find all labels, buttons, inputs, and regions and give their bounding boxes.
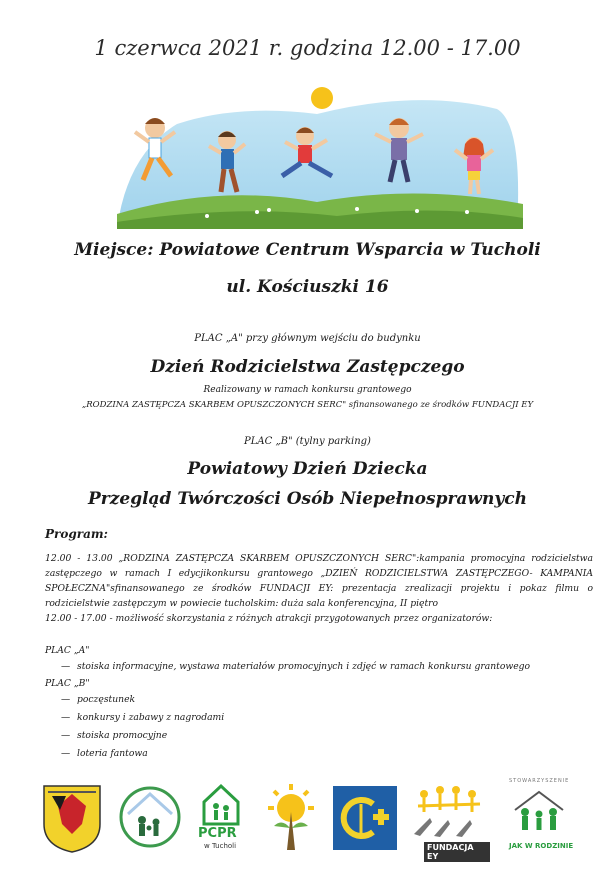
fundacja-ey-logo: [410, 782, 490, 861]
realized-note-2: „RODZINA ZASTĘPCZA SKARBEM OPUSZCZONYCH SERC" sfinansowanego ze środków FUNDACJI EY: [81, 400, 534, 410]
pcpr-logo: [196, 782, 246, 854]
list-item: — stoiska informacyjne, wystawa materiałów promocyjnych i zdjęć w ramach konkursu grantowego: [61, 661, 531, 672]
realized-note: Realizowany w ramach konkursu grantowego: [203, 385, 412, 395]
stowarzyszenie-text: STOWARZYSZENIE: [509, 778, 570, 784]
event-date: 1 czerwca 2021 r. godzina 12.00 - 17.00: [94, 36, 521, 60]
program-time-2: 12.00 - 17.00: [45, 613, 107, 624]
plac-a-label: PLAC „A": [45, 645, 90, 656]
program-desc-2: - możliwość skorzystania z różnych atrakcji przygotowanych przez organizatorów:: [109, 613, 493, 624]
pcpr-subtext: w Tucholi: [204, 842, 237, 850]
list-item: — stoiska promocyjne: [61, 730, 168, 741]
family-icon: [511, 788, 567, 836]
event-place: Miejsce: Powiatowe Centrum Wsparcia w Tucholi: [74, 240, 541, 260]
tree-sun-logo: [260, 782, 322, 852]
title-foster-parenting-day: Dzień Rodzicielstwa Zastępczego: [150, 357, 465, 377]
sponsor-logos: [0, 778, 615, 861]
list-item: — loteria fantowa: [61, 748, 148, 759]
people-icon: [410, 782, 490, 838]
children-jumping-illustration: [117, 84, 523, 229]
health-logo: [333, 786, 397, 850]
jak-w-rodzinie-logo: [505, 778, 575, 858]
house-icon: [196, 782, 246, 826]
event-street: ul. Kościuszki 16: [226, 277, 389, 297]
plac-b-label: PLAC „B": [45, 678, 90, 689]
plac-a-heading: PLAC „A" przy głównym wejściu do budynku: [194, 333, 421, 344]
list-item: — konkursy i zabawy z nagrodami: [61, 712, 225, 723]
pcpr-text: PCPR: [198, 826, 237, 841]
family-house-logo: [118, 784, 182, 850]
program-time-1: 12.00 - 13.00: [45, 553, 113, 564]
jak-w-rodzinie-text: JAK W RODZINIE: [509, 842, 574, 850]
fundacja-text: FUNDACJA EY: [424, 842, 490, 862]
program-desc-1: „RODZINA ZASTĘPCZA SKARBEM OPUSZCZONYCH SERC":kampania promocyjna rodzicielstwa zastępczego w ramach I edycjikonkursu grantowego „DZIEŃ RODZICIELSTWA ZASTĘPCZEGO- KAMPANIA SPOŁECZNA"sfinansowanego ze środków FUNDACJI EY: prezentacja zrealizacji projektu i pokaz filmu o rodzicielstwie zastępczym w powiecie tucholskim: duża sala konferencyjna, II piętro: [45, 553, 593, 609]
list-item: — poczęstunek: [61, 694, 136, 705]
attractions-lists: [45, 643, 585, 763]
program-text: [45, 551, 593, 626]
plac-b-heading: PLAC „B" (tylny parking): [244, 436, 371, 447]
title-creativity-review: Przegląd Twórczości Osób Niepełnosprawnych: [87, 489, 528, 509]
program-label: Program:: [45, 527, 108, 541]
title-childrens-day: Powiatowy Dzień Dziecka: [187, 459, 428, 479]
coat-of-arms-logo: [42, 784, 102, 854]
